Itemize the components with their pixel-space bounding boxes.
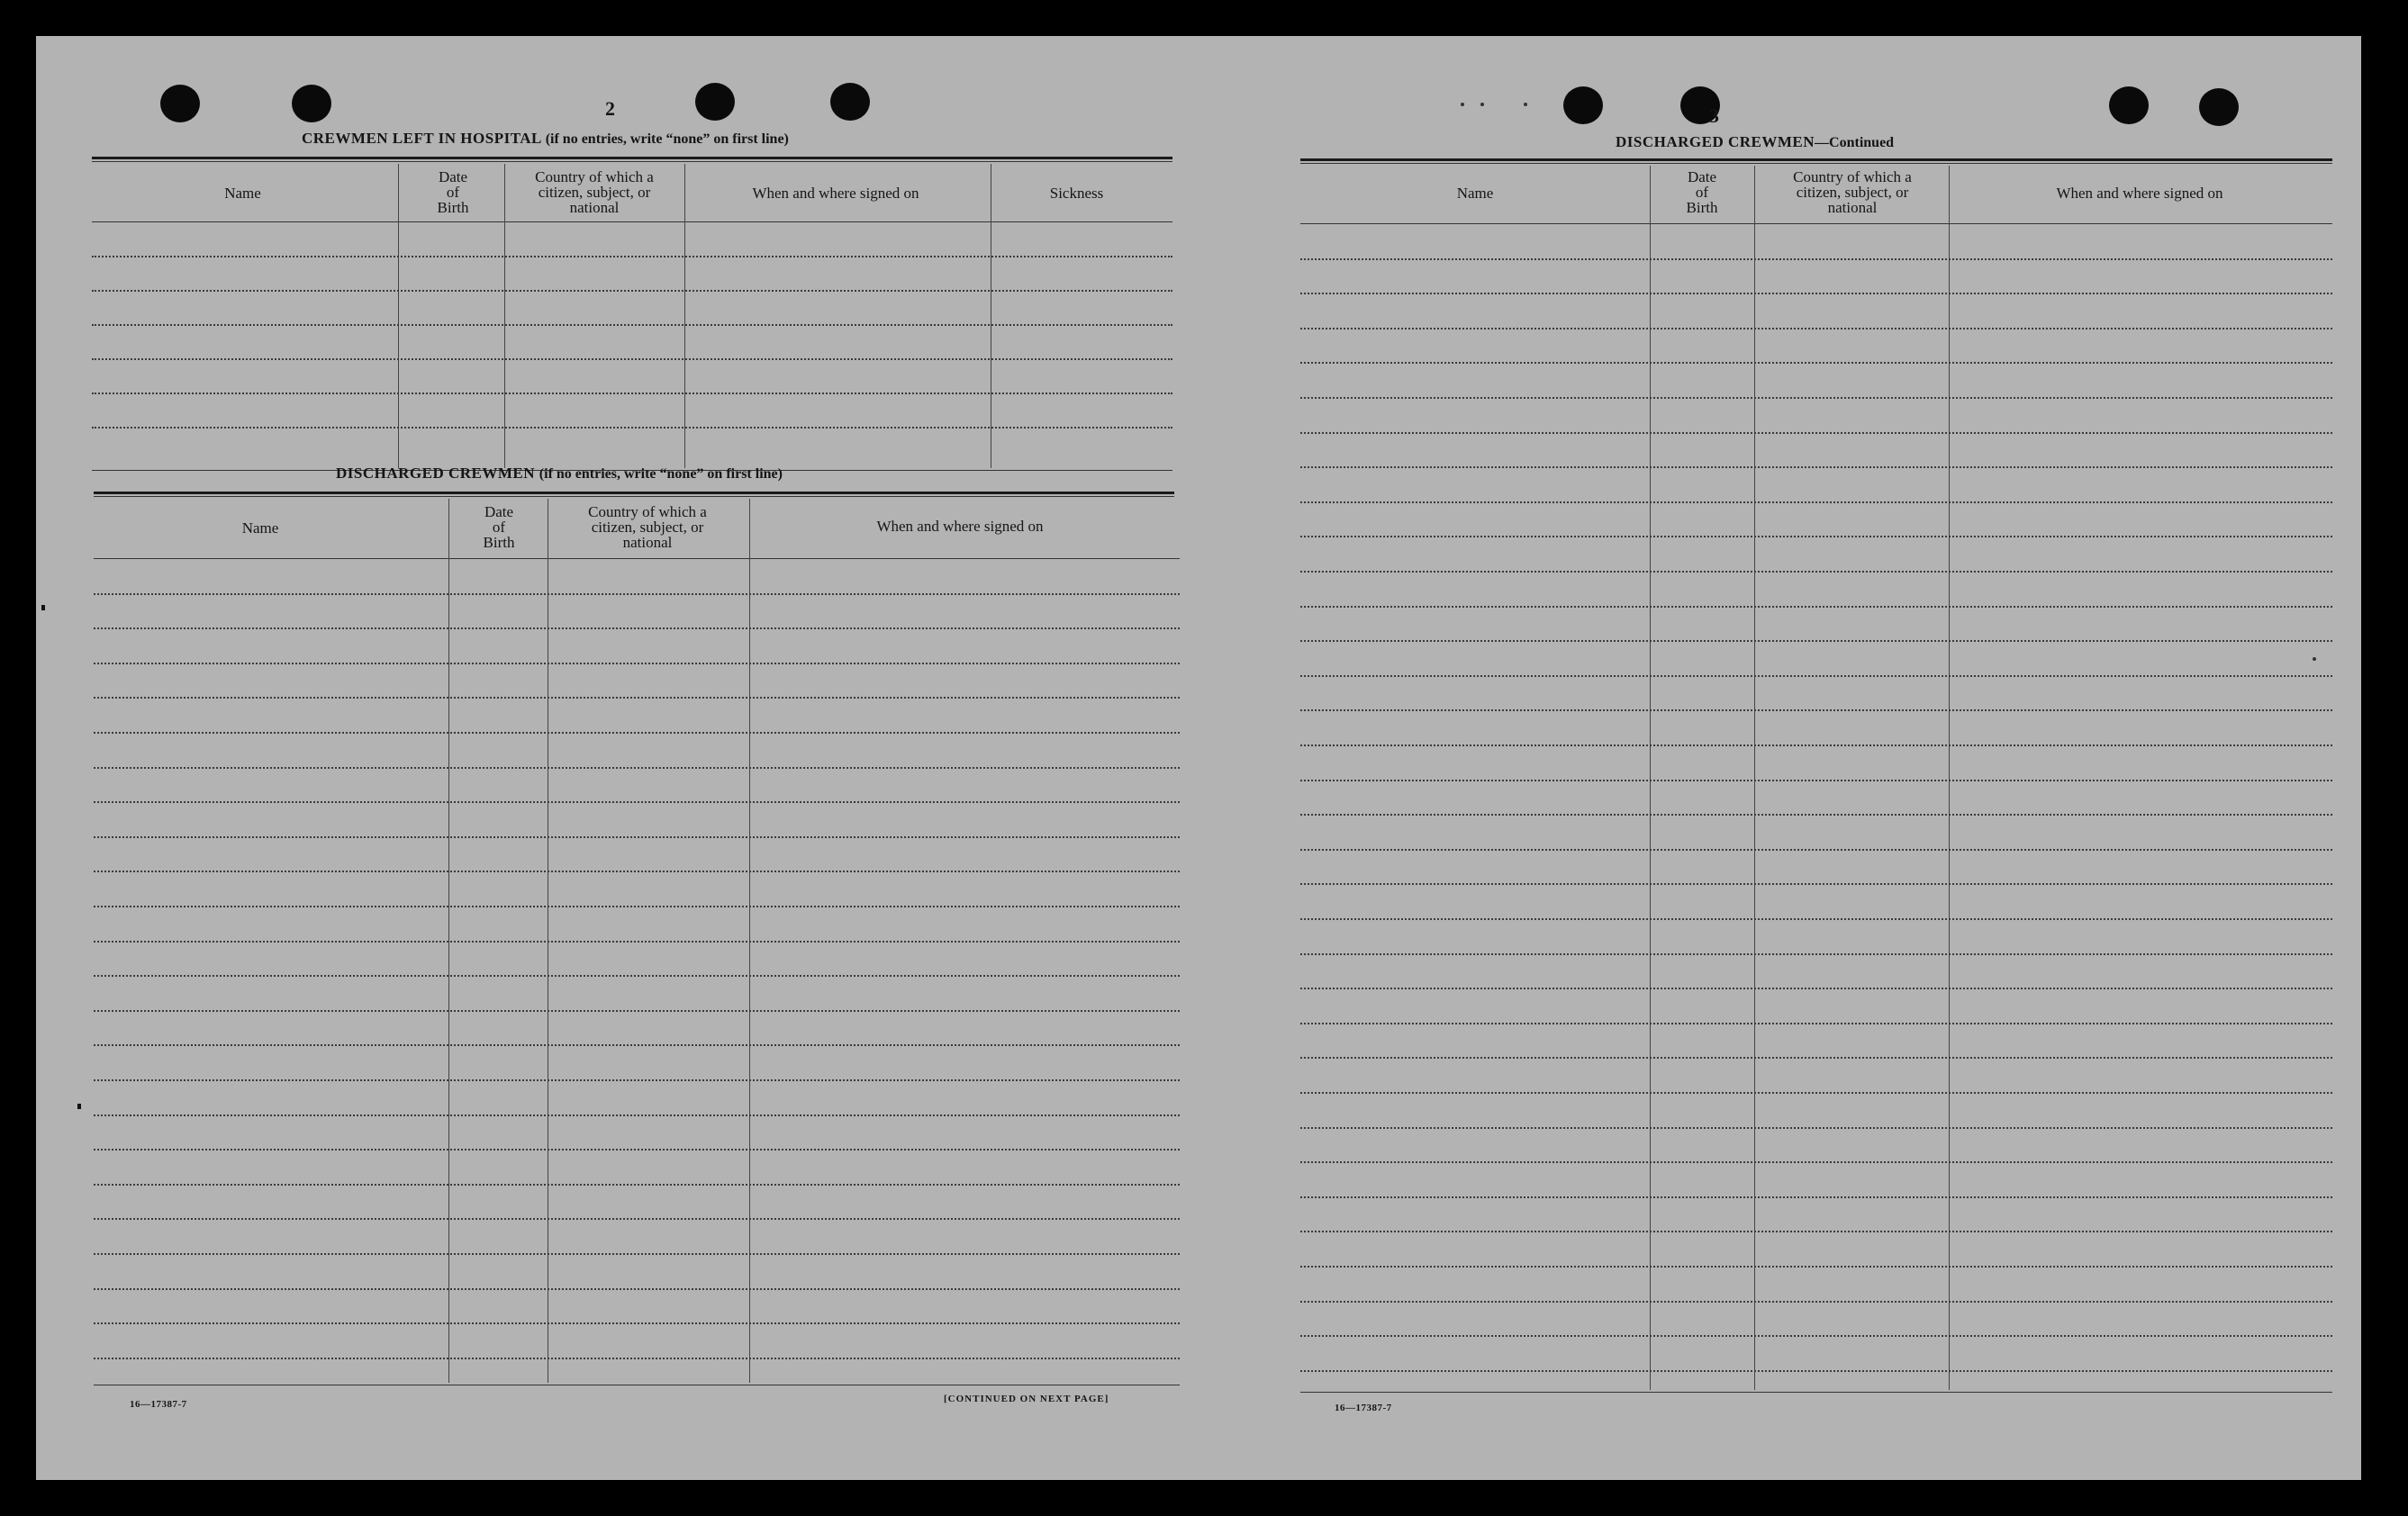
page-number: 2: [605, 97, 615, 120]
entry-line: [94, 836, 1180, 838]
scan-speck: [1461, 103, 1464, 106]
entry-line: [94, 732, 1180, 734]
continued-note: [CONTINUED ON NEXT PAGE]: [944, 1394, 1109, 1404]
entry-line: [1300, 501, 2332, 503]
header-line: citizen, subject, or: [1796, 184, 1909, 201]
table-bottom-rule: [1300, 1392, 2332, 1393]
entry-line: [1300, 883, 2332, 885]
entry-line: [1300, 814, 2332, 816]
continued-label: —Continued: [1815, 135, 1895, 150]
header-line: national: [569, 199, 620, 216]
col-header-when-where: When and where signed on: [752, 185, 919, 202]
header-line: Birth: [483, 534, 515, 551]
form-number: 16—17387-7: [130, 1399, 187, 1410]
entry-line: [94, 1114, 1180, 1116]
scan-speck: [2313, 657, 2316, 661]
entry-line: [94, 697, 1180, 699]
header-line: Country of which a: [535, 168, 654, 185]
entry-line: [1300, 536, 2332, 537]
col-header-when-where: When and where signed on: [876, 518, 1044, 535]
entry-line: [1300, 675, 2332, 677]
entry-line: [1300, 744, 2332, 746]
header-rule: [94, 492, 1174, 494]
entry-line: [94, 941, 1180, 943]
col-header-name: Name: [1456, 185, 1494, 202]
hospital-title-text: CREWMEN LEFT IN HOSPITAL: [302, 130, 541, 147]
entry-line: [1300, 918, 2332, 920]
punch-hole: [830, 83, 870, 121]
punch-hole: [2199, 88, 2239, 126]
entry-line: [1300, 1092, 2332, 1094]
entry-line: [92, 393, 1172, 394]
discharged-instruction: (if no entries, write “none” on first line): [539, 466, 783, 482]
col-header-country: [1756, 169, 1949, 215]
entry-line: [1300, 1196, 2332, 1198]
entry-line: [92, 290, 1172, 292]
entry-line: [1300, 432, 2332, 434]
punch-hole: [2109, 86, 2149, 124]
entry-line: [94, 593, 1180, 595]
header-line: Date: [438, 168, 468, 185]
entry-line: [1300, 1301, 2332, 1303]
header-rule: [1300, 158, 2332, 161]
discharged-title-text: DISCHARGED CREWMEN: [336, 465, 536, 482]
entry-line: [92, 324, 1172, 326]
entry-line: [1300, 328, 2332, 329]
hospital-section-title: [302, 130, 789, 148]
col-header-country: [507, 169, 682, 215]
entry-line: [1300, 953, 2332, 955]
entry-line: [1300, 988, 2332, 989]
header-line: citizen, subject, or: [591, 519, 704, 536]
entry-line: [1300, 293, 2332, 294]
column-separator: [1650, 166, 1651, 1390]
column-separator: [504, 164, 505, 468]
entry-line: [1300, 1335, 2332, 1337]
scan-mark: [41, 605, 45, 610]
entry-line: [1300, 849, 2332, 851]
entry-line: [1300, 571, 2332, 573]
entry-line: [94, 1253, 1180, 1255]
header-bottom-rule: [1300, 223, 2332, 224]
entry-line: [1300, 1231, 2332, 1232]
punch-hole: [160, 85, 200, 122]
scan-speck: [1524, 103, 1527, 106]
header-line: Country of which a: [588, 503, 707, 520]
hospital-instruction: (if no entries, write “none” on first line): [545, 131, 789, 147]
scan-speck: [1480, 103, 1484, 106]
entry-line: [1300, 1127, 2332, 1129]
header-bottom-rule: [94, 558, 1180, 559]
entry-line: [1300, 362, 2332, 364]
header-line: Country of which a: [1793, 168, 1912, 185]
entry-line: [1300, 397, 2332, 399]
header-line: of: [1695, 184, 1709, 201]
column-separator: [398, 164, 399, 468]
entry-line: [94, 801, 1180, 803]
punch-hole: [292, 85, 331, 122]
entry-line: [1300, 1161, 2332, 1163]
punch-hole: [695, 83, 735, 121]
entry-line: [94, 871, 1180, 872]
entry-line: [94, 767, 1180, 769]
entry-line: [94, 1288, 1180, 1290]
column-separator: [684, 164, 685, 468]
entry-line: [94, 1322, 1180, 1324]
scan-mark: [77, 1104, 81, 1109]
entry-line: [94, 663, 1180, 664]
header-line: Birth: [437, 199, 469, 216]
entry-line: [1300, 1023, 2332, 1024]
page-number: 3: [1709, 104, 1719, 127]
entry-line: [1300, 640, 2332, 642]
entry-line: [1300, 258, 2332, 260]
header-rule: [92, 157, 1172, 159]
entry-line: [94, 975, 1180, 977]
entry-line: [92, 427, 1172, 429]
entry-line: [94, 1218, 1180, 1220]
col-header-date-of-birth: [1652, 169, 1752, 215]
header-line: of: [492, 519, 506, 536]
col-header-sickness: Sickness: [1049, 185, 1104, 202]
entry-line: [1300, 1057, 2332, 1059]
column-separator: [1949, 166, 1950, 1390]
header-rule: [94, 496, 1174, 497]
entry-line: [1300, 466, 2332, 468]
header-line: national: [622, 534, 673, 551]
discharged-continued-title: [1616, 133, 1894, 151]
entry-line: [92, 256, 1172, 257]
header-line: citizen, subject, or: [538, 184, 651, 201]
entry-line: [94, 1358, 1180, 1359]
column-separator: [1754, 166, 1755, 1390]
punch-hole: [1563, 86, 1603, 124]
left-page: [36, 36, 1180, 1480]
discharged-section-title: [336, 465, 783, 483]
form-number: 16—17387-7: [1335, 1403, 1392, 1413]
entry-line: [1300, 780, 2332, 781]
col-header-name: Name: [241, 519, 279, 537]
entry-line: [94, 627, 1180, 629]
entry-line: [1300, 1370, 2332, 1372]
scanned-form-sheet: [36, 36, 2361, 1480]
entry-line: [94, 1149, 1180, 1151]
col-header-name: Name: [224, 185, 261, 202]
entry-line: [94, 1184, 1180, 1186]
header-rule: [1300, 163, 2332, 164]
discharged-title-text: DISCHARGED CREWMEN: [1616, 133, 1815, 150]
header-rule: [92, 161, 1172, 162]
header-line: Date: [484, 503, 514, 520]
header-line: Birth: [1686, 199, 1718, 216]
entry-line: [94, 1044, 1180, 1046]
entry-line: [1300, 709, 2332, 711]
entry-line: [1300, 1266, 2332, 1268]
header-line: of: [446, 184, 460, 201]
header-line: national: [1827, 199, 1878, 216]
entry-line: [1300, 606, 2332, 608]
right-page: [1198, 36, 2361, 1480]
entry-line: [94, 1079, 1180, 1081]
col-header-country: [551, 504, 744, 550]
col-header-date-of-birth: [453, 504, 545, 550]
entry-line: [92, 358, 1172, 360]
entry-line: [94, 906, 1180, 907]
col-header-when-where: When and where signed on: [2056, 185, 2223, 202]
header-bottom-rule: [92, 221, 1172, 222]
entry-line: [94, 1010, 1180, 1012]
col-header-date-of-birth: [403, 169, 503, 215]
header-line: Date: [1687, 168, 1717, 185]
